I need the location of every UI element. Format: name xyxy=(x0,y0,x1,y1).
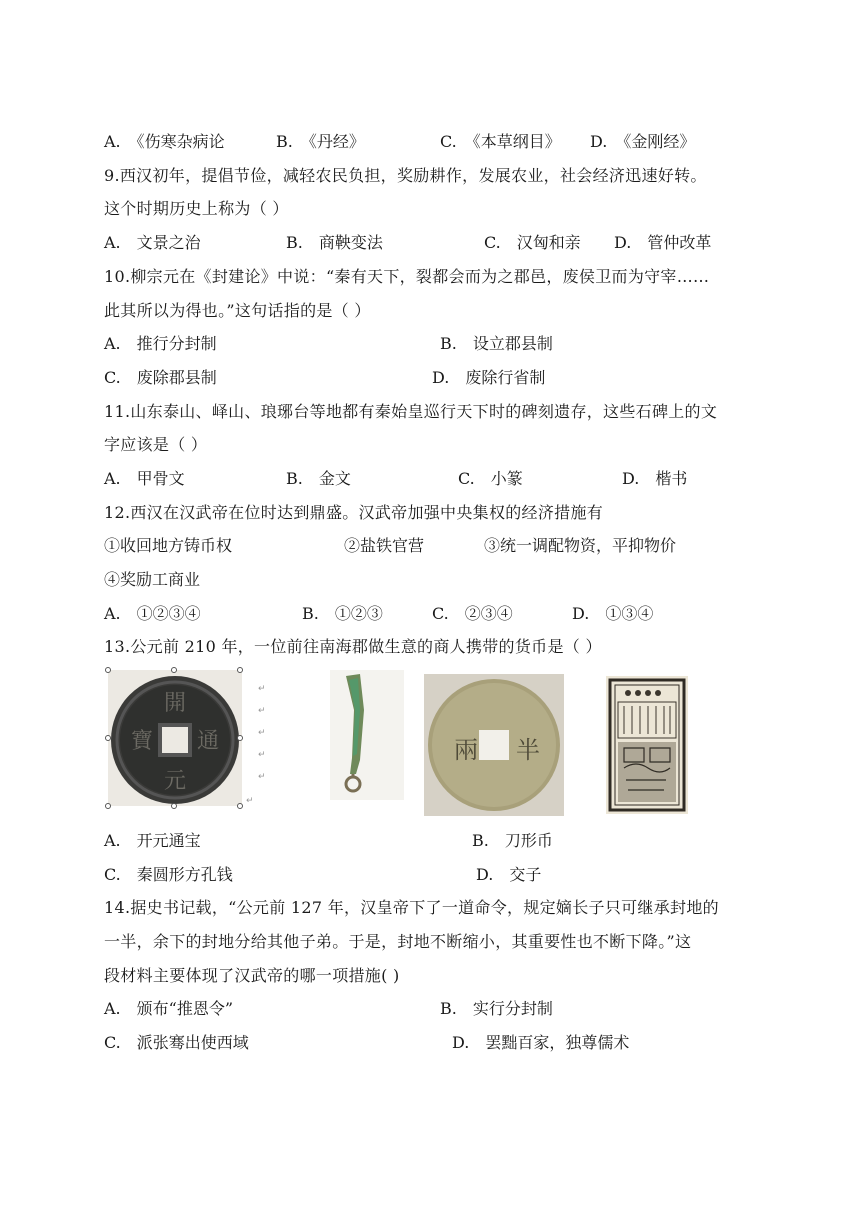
paragraph-mark-icon: ↵ xyxy=(258,728,266,738)
svg-text:寶: 寶 xyxy=(130,729,154,754)
image-resize-handle[interactable] xyxy=(171,667,177,673)
q11-option-b: B. 金文 xyxy=(286,469,351,488)
q12-option-b: B. ①②③ xyxy=(302,604,383,623)
q14-option-d: D. 罢黜百家，独尊儒术 xyxy=(452,1033,630,1052)
q9-option-a: A. 文景之治 xyxy=(104,233,201,252)
paragraph-mark-icon: ↵ xyxy=(258,684,266,694)
q10-option-d: D. 废除行省制 xyxy=(432,368,546,387)
q9-stem-line1: 9.西汉初年，提倡节俭，减轻农民负担，奖励耕作，发展农业，社会经济迅速好转。 xyxy=(104,166,707,185)
paragraph-mark-icon: ↵ xyxy=(258,750,266,760)
q9-option-c: C. 汉匈和亲 xyxy=(484,233,581,252)
q12-option-c: C. ②③④ xyxy=(432,604,513,623)
q13-stem-line1: 13.公元前 210 年，一位前往南海郡做生意的商人携带的货币是（ ） xyxy=(104,637,602,656)
svg-text:元: 元 xyxy=(163,769,187,794)
q11-option-a: A. 甲骨文 xyxy=(104,469,185,488)
image-resize-handle[interactable] xyxy=(105,735,111,741)
image-resize-handle[interactable] xyxy=(237,735,243,741)
image-resize-handle[interactable] xyxy=(237,803,243,809)
q12-item-3: ③统一调配物资，平抑物价 xyxy=(484,536,677,555)
q14-option-b: B. 实行分封制 xyxy=(440,999,553,1018)
q13-option-d: D. 交子 xyxy=(476,865,542,884)
q13-option-b: B. 刀形币 xyxy=(472,831,553,850)
svg-text:兩: 兩 xyxy=(454,736,478,764)
q11-option-d: D. 楷书 xyxy=(622,469,688,488)
image-resize-handle[interactable] xyxy=(171,803,177,809)
svg-text:半: 半 xyxy=(516,736,540,764)
jiaozi-paper-money-image xyxy=(606,676,688,814)
q12-stem-line1: 12.西汉在汉武帝在位时达到鼎盛。汉武帝加强中央集权的经济措施有 xyxy=(104,503,604,522)
q14-option-c: C. 派张骞出使西域 xyxy=(104,1033,249,1052)
paragraph-mark-icon: ↵ xyxy=(258,706,266,716)
q11-stem-line1: 11.山东泰山、峄山、琅琊台等地都有秦始皇巡行天下时的碑刻遗存，这些石碑上的文 xyxy=(104,402,718,421)
q9-stem-line2: 这个时期历史上称为（ ） xyxy=(104,199,289,218)
q12-option-d: D. ①③④ xyxy=(572,604,654,623)
q14-stem-line2: 一半，余下的封地分给其他子弟。于是，封地不断缩小，其重要性也不断下降。”这 xyxy=(104,932,692,951)
q11-option-c: C. 小篆 xyxy=(458,469,523,488)
q10-option-a: A. 推行分封制 xyxy=(104,334,217,353)
paragraph-mark-icon: ↵ xyxy=(246,796,254,806)
svg-text:開: 開 xyxy=(163,691,187,716)
q11-stem-line2: 字应该是（ ） xyxy=(104,435,208,454)
knife-coin-image xyxy=(330,670,404,800)
q8-option-d: D. 《金刚经》 xyxy=(590,132,696,151)
qin-round-square-hole-coin-image xyxy=(424,674,564,816)
image-resize-handle[interactable] xyxy=(105,803,111,809)
q13-option-a: A. 开元通宝 xyxy=(104,831,201,850)
q13-option-c: C. 秦圆形方孔钱 xyxy=(104,865,233,884)
q8-option-a: A. 《伤寒杂病论 xyxy=(104,132,225,151)
q12-option-a: A. ①②③④ xyxy=(104,604,201,623)
q14-stem-line3: 段材料主要体现了汉武帝的哪一项措施( ) xyxy=(104,966,400,985)
q14-stem-line1: 14.据史书记载，“公元前 127 年，汉皇帝下了一道命令，规定嫡长子只可继承封地的 xyxy=(104,898,719,917)
image-resize-handle[interactable] xyxy=(105,667,111,673)
q10-stem-line2: 此其所以为得也。”这句话指的是（ ） xyxy=(104,301,371,320)
paragraph-mark-icon: ↵ xyxy=(258,772,266,782)
q12-item-4: ④奖励工商业 xyxy=(104,570,201,589)
q9-option-b: B. 商鞅变法 xyxy=(286,233,383,252)
q10-option-b: B. 设立郡县制 xyxy=(440,334,553,353)
q14-option-a: A. 颁布“推恩令” xyxy=(104,999,234,1018)
q12-item-1: ①收回地方铸币权 xyxy=(104,536,233,555)
q10-stem-line1: 10.柳宗元在《封建论》中说：“秦有天下，裂都会而为之郡邑，废侯卫而为守宰…… xyxy=(104,267,710,286)
q8-option-b: B. 《丹经》 xyxy=(276,132,365,151)
q12-item-2: ②盐铁官营 xyxy=(344,536,425,555)
q8-option-c: C. 《本草纲目》 xyxy=(440,132,561,151)
image-resize-handle[interactable] xyxy=(237,667,243,673)
coin-kaiyuan-tongbao-image xyxy=(108,670,242,806)
svg-text:通: 通 xyxy=(196,729,220,754)
q9-option-d: D. 管仲改革 xyxy=(614,233,712,252)
q10-option-c: C. 废除郡县制 xyxy=(104,368,217,387)
